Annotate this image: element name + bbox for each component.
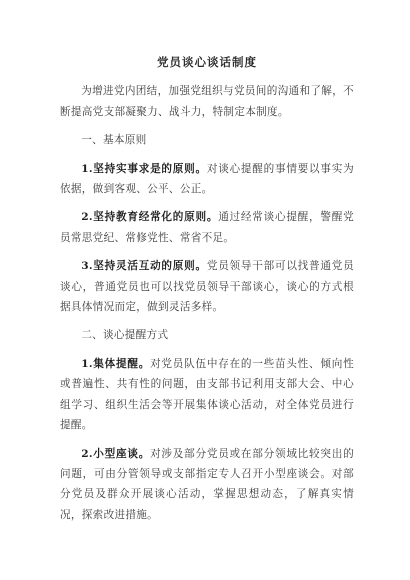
section-heading-principles: 一、基本原则 [81, 134, 147, 147]
document-title: 党员谈心谈话制度 [157, 55, 257, 69]
method-item-1-text: 对党员队伍中存在的一些苗头性、倾向性或普遍性、共有性的问题，由支部书记利用支部大会、中心组学习、组织生活会等开展集体谈心活动，对全体党员进行提醒。 [60, 357, 354, 432]
principle-item-2-text: 通过经常谈心提醒，警醒党员常思党纪、常修党性、常省不足。 [60, 211, 354, 244]
principle-item-1-lead: 1.坚持实事求是的原则。 [81, 162, 207, 175]
principle-item-3 [60, 256, 354, 317]
principle-item-3-text: 党员领导干部可以找普通党员谈心，普通党员也可以找党员领导干部谈心，谈心的方式根据具体情况而定，做到灵活多样。 [60, 260, 354, 314]
section-heading-methods: 二、谈心提醒方式 [81, 329, 169, 342]
method-item-2 [60, 444, 354, 526]
intro-paragraph: 为增进党内团结，加强党组织与党员间的沟通和了解，不断提高党支部凝聚力、战斗力，特制定本制度。 [60, 85, 354, 118]
method-item-2-lead: 2.小型座谈。 [81, 447, 151, 460]
principle-item-1-text: 对谈心提醒的事情要以事实为依据，做到客观、公平、公正。 [60, 162, 354, 196]
method-item-1 [60, 354, 354, 436]
method-item-1-lead: 1.集体提醒。 [81, 357, 151, 370]
method-item-2-text: 对涉及部分党员或在部分领域比较突出的问题，可由分管领导或支部指定专人召开小型座谈会。对部分党员及群众开展谈心活动，掌握思想动态，了解真实情况，探索改进措施。 [60, 447, 354, 521]
principle-item-1 [60, 159, 354, 200]
principle-item-2-lead: 2.坚持教育经常化的原则。 [81, 211, 219, 224]
principle-item-2 [60, 207, 354, 248]
principle-item-3-lead: 3.坚持灵活互动的原则。 [81, 260, 207, 273]
